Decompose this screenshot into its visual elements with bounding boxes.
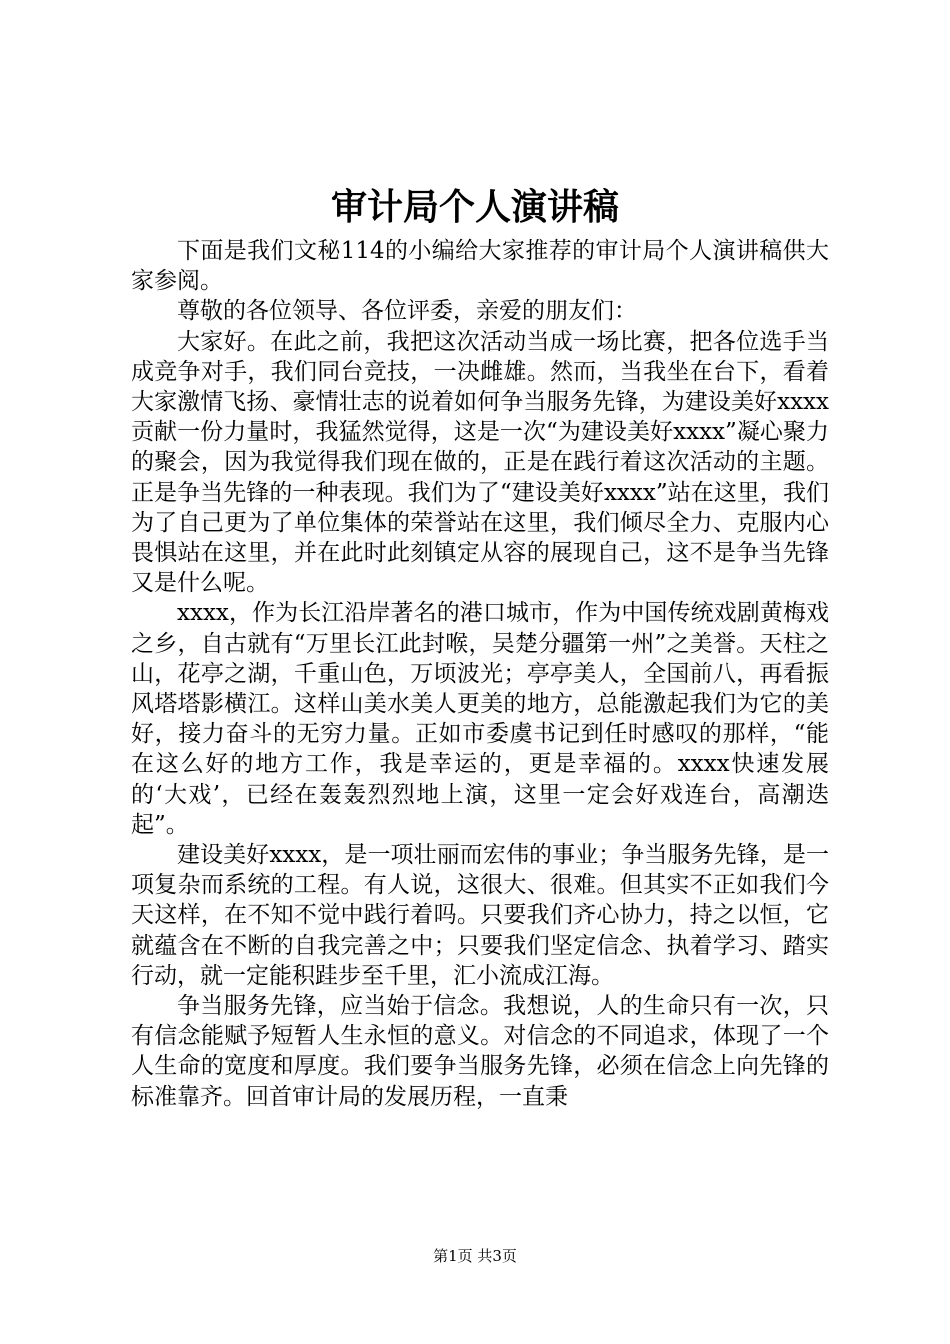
paragraph-salutation: 尊敬的各位领导、各位评委，亲爱的朋友们： — [177, 298, 637, 325]
document-title: 审计局个人演讲稿 — [330, 186, 619, 228]
document-body — [131, 236, 829, 1112]
paragraph-intro: 下面是我们文秘114的小编给大家推荐的审计局个人演讲稿供大家参阅。 — [131, 238, 829, 295]
paragraph-cause: 建设美好xxxx，是一项壮丽而宏伟的事业；争当服务先锋，是一项复杂而系统的工程。有人说，这很大、很难。但其实不正如我们今天这样，在不知不觉中践行着吗。只要我们齐心协力，持之以恒，它就蕴含在不断的自我完善之中；只要我们坚定信念、执着学习、踏实行动，就一定能积跬步至千里，汇小流成江海。 — [131, 842, 829, 989]
paragraph-city: xxxx，作为长江沿岸著名的港口城市，作为中国传统戏剧黄梅戏之乡，自古就有“万里长江此封喉，吴楚分疆第一州”之美誉。天柱之山，花亭之湖，千重山色，万顷波光；亭亭美人，全国前八，再看振风塔塔影横江。这样山美水美人更美的地方，总能激起我们为它的美好，接力奋斗的无穷力量。正如市委虞书记到任时感叹的那样，“能在这么好的地方工作，我是幸运的，更是幸福的。xxxx快速发展的‘大戏’，已经在轰轰烈烈地上演，这里一定会好戏连台，高潮迭起”。 — [131, 600, 829, 838]
paragraph-belief: 争当服务先锋，应当始于信念。我想说，人的生命只有一次，只有信念能赋予短暂人生永恒的意义。对信念的不同追求，体现了一个人生命的宽度和厚度。我们要争当服务先锋，必须在信念上向先锋的标准靠齐。回首审计局的发展历程，一直秉 — [131, 993, 829, 1110]
page-number: 第1页 共3页 — [433, 1247, 517, 1265]
paragraph-greeting: 大家好。在此之前，我把这次活动当成一场比赛，把各位选手当成竞争对手，我们同台竞技，一决雌雄。然而，当我坐在台下，看着大家激情飞扬、豪情壮志的说着如何争当服务先锋，为建设美好xxxx贡献一份力量时，我猛然觉得，这是一次“为建设美好xxxx”凝心聚力的聚会，因为我觉得我们现在做的，正是在践行着这次活动的主题。正是争当先锋的一种表现。我们为了“建设美好xxxx”站在这里，我们为了自己更为了单位集体的荣誉站在这里，我们倾尽全力、克服内心畏惧站在这里，并在此时此刻镇定从容的展现自己，这不是争当先锋又是什么呢。 — [131, 328, 829, 597]
